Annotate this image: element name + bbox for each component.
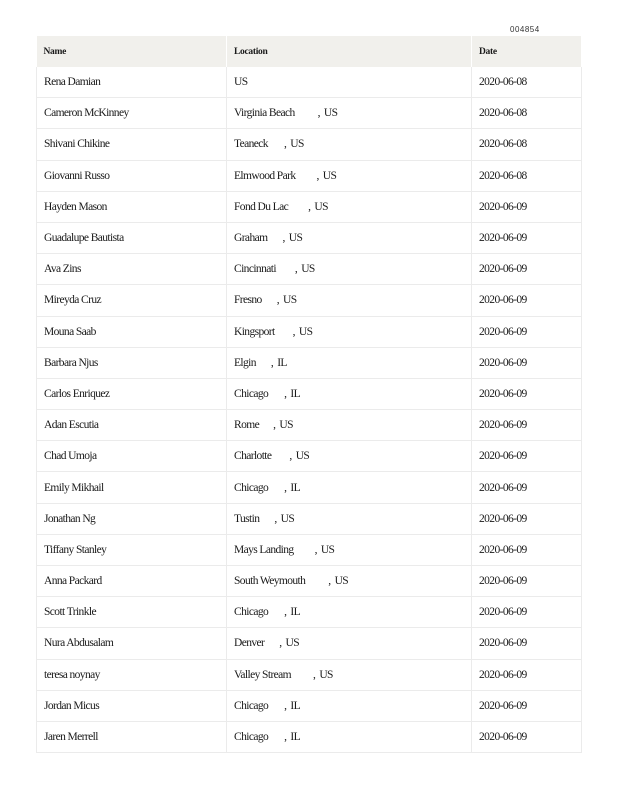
cell-name: Carlos Enriquez (37, 378, 227, 409)
cell-location (227, 222, 472, 253)
location-region: IL (290, 731, 301, 744)
cell-name: Chad Umoja (37, 441, 227, 472)
table-row (37, 254, 582, 285)
cell-date: 2020-06-09 (472, 628, 582, 659)
table-row (37, 191, 582, 222)
cell-date: 2020-06-09 (472, 597, 582, 628)
location-region: US (334, 575, 349, 588)
location-city: Elgin (234, 356, 256, 369)
location-city: Chicago (234, 387, 269, 400)
location-separator: , (283, 138, 287, 151)
cell-location (227, 285, 472, 316)
location-separator: , (284, 731, 287, 744)
cell-name: Jordan Micus (37, 690, 227, 721)
cell-location (227, 67, 472, 98)
column-header-location: Location (227, 36, 472, 67)
location-separator: , (292, 325, 295, 338)
cell-name: Jonathan Ng (37, 503, 227, 534)
location-region: IL (290, 606, 301, 619)
location-city: Tustin (234, 512, 260, 525)
location-region: US (290, 138, 304, 151)
cell-location (227, 98, 472, 129)
location-city: Chicago (234, 606, 269, 619)
table-header (37, 36, 582, 67)
location-city: Chicago (234, 699, 269, 712)
cell-location (227, 347, 472, 378)
cell-name: Ava Zins (37, 254, 227, 285)
cell-location (227, 503, 472, 534)
location-region: US (234, 76, 248, 89)
location-separator: , (316, 169, 319, 182)
table-row (37, 316, 582, 347)
cell-name: Barbara Njus (37, 347, 227, 378)
cell-location (227, 254, 472, 285)
table-row (37, 378, 582, 409)
table-row (37, 222, 582, 253)
table-row (37, 659, 582, 690)
cell-name: Guadalupe Bautista (37, 222, 227, 253)
location-separator: , (294, 263, 298, 276)
location-region: US (320, 543, 335, 556)
table-row (37, 503, 582, 534)
cell-location (227, 160, 472, 191)
table-row (37, 597, 582, 628)
location-separator: , (284, 606, 287, 619)
cell-name: Mireyda Cruz (37, 285, 227, 316)
cell-date: 2020-06-09 (472, 534, 582, 565)
location-city: Chicago (234, 731, 269, 744)
cell-location (227, 129, 472, 160)
cell-name: Nura Abdusalam (37, 628, 227, 659)
location-separator: , (289, 450, 292, 463)
location-city: Graham (234, 232, 268, 245)
location-region: US (314, 200, 328, 213)
location-region: US (288, 232, 303, 245)
location-separator: , (328, 575, 331, 588)
cell-date: 2020-06-09 (472, 285, 582, 316)
cell-location (227, 659, 472, 690)
cell-location (227, 721, 472, 752)
cell-location (227, 628, 472, 659)
location-city: Charlotte (234, 450, 272, 463)
location-city: Chicago (234, 481, 269, 494)
location-region: US (279, 419, 293, 432)
location-city: Rome (234, 419, 260, 432)
location-region: US (280, 512, 295, 525)
cell-date: 2020-06-09 (472, 222, 582, 253)
cell-name: Emily Mikhail (37, 472, 227, 503)
location-separator: , (284, 387, 287, 400)
page-number: 004854 (510, 25, 540, 34)
table-row (37, 721, 582, 752)
location-city: Kingsport (234, 325, 275, 338)
cell-name: Rena Damian (37, 67, 227, 98)
cell-date: 2020-06-09 (472, 503, 582, 534)
table-row (37, 534, 582, 565)
location-city: Elmwood Park (234, 169, 296, 182)
table-row (37, 160, 582, 191)
cell-name: Shivani Chikine (37, 129, 227, 160)
cell-date: 2020-06-09 (472, 254, 582, 285)
location-separator: , (284, 481, 287, 494)
cell-name: Adan Escutia (37, 410, 227, 441)
cell-date: 2020-06-08 (472, 129, 582, 160)
cell-date: 2020-06-09 (472, 441, 582, 472)
cell-date: 2020-06-09 (472, 347, 582, 378)
cell-location (227, 690, 472, 721)
cell-name: Hayden Mason (37, 191, 227, 222)
cell-name: Tiffany Stanley (37, 534, 227, 565)
location-region: US (283, 294, 297, 307)
location-region: US (322, 169, 337, 182)
table-row (37, 690, 582, 721)
cell-date: 2020-06-09 (472, 566, 582, 597)
location-region: US (301, 263, 315, 276)
column-header-name: Name (37, 36, 227, 67)
cell-location (227, 534, 472, 565)
location-separator: , (308, 200, 311, 213)
cell-date: 2020-06-09 (472, 659, 582, 690)
cell-date: 2020-06-09 (472, 721, 582, 752)
location-city: Fond Du Lac (234, 200, 289, 213)
cell-name: Anna Packard (37, 566, 227, 597)
location-region: US (323, 107, 338, 120)
table-row (37, 129, 582, 160)
cell-date: 2020-06-08 (472, 98, 582, 129)
cell-date: 2020-06-08 (472, 67, 582, 98)
location-separator: , (313, 668, 316, 681)
cell-date: 2020-06-09 (472, 690, 582, 721)
location-region: IL (290, 481, 301, 494)
location-city: Fresno (234, 294, 262, 307)
location-separator: , (270, 356, 274, 369)
location-separator: , (314, 543, 317, 556)
location-city: Denver (234, 637, 265, 650)
location-separator: , (284, 699, 287, 712)
cell-location (227, 472, 472, 503)
cell-location (227, 191, 472, 222)
table-body (37, 67, 582, 753)
table-row (37, 472, 582, 503)
cell-location (227, 378, 472, 409)
location-region: IL (277, 356, 287, 369)
cell-location (227, 441, 472, 472)
cell-name: teresa noynay (37, 659, 227, 690)
cell-location (227, 410, 472, 441)
location-separator: , (276, 294, 279, 307)
cell-date: 2020-06-09 (472, 472, 582, 503)
records-table (36, 36, 582, 753)
table-row (37, 628, 582, 659)
column-header-date: Date (472, 36, 582, 67)
header-row (37, 36, 582, 67)
location-region: US (298, 325, 313, 338)
location-region: US (285, 637, 300, 650)
location-region: IL (290, 699, 301, 712)
location-separator: , (273, 419, 276, 432)
cell-name: Mouna Saab (37, 316, 227, 347)
cell-name: Scott Trinkle (37, 597, 227, 628)
cell-location (227, 597, 472, 628)
table-row (37, 410, 582, 441)
location-separator: , (279, 637, 282, 650)
location-region: US (319, 668, 333, 681)
location-city: Virginia Beach (234, 107, 295, 120)
location-city: Valley Stream (234, 668, 292, 681)
cell-name: Cameron McKinney (37, 98, 227, 129)
location-separator: , (317, 107, 320, 120)
location-city: Teaneck (234, 138, 268, 151)
cell-date: 2020-06-09 (472, 191, 582, 222)
location-city: Mays Landing (234, 543, 294, 556)
location-region: IL (290, 387, 301, 400)
cell-date: 2020-06-09 (472, 316, 582, 347)
table-row (37, 441, 582, 472)
table-row (37, 285, 582, 316)
location-separator: , (282, 232, 285, 245)
cell-name: Giovanni Russo (37, 160, 227, 191)
cell-location (227, 316, 472, 347)
table-row (37, 67, 582, 98)
location-separator: , (274, 512, 277, 525)
cell-location (227, 566, 472, 597)
location-city: Cincinnati (234, 263, 276, 276)
table-row (37, 347, 582, 378)
cell-date: 2020-06-08 (472, 160, 582, 191)
cell-date: 2020-06-09 (472, 410, 582, 441)
table-row (37, 566, 582, 597)
table-row (37, 98, 582, 129)
location-region: US (295, 450, 310, 463)
cell-date: 2020-06-09 (472, 378, 582, 409)
location-city: South Weymouth (234, 575, 306, 588)
cell-name: Jaren Merrell (37, 721, 227, 752)
